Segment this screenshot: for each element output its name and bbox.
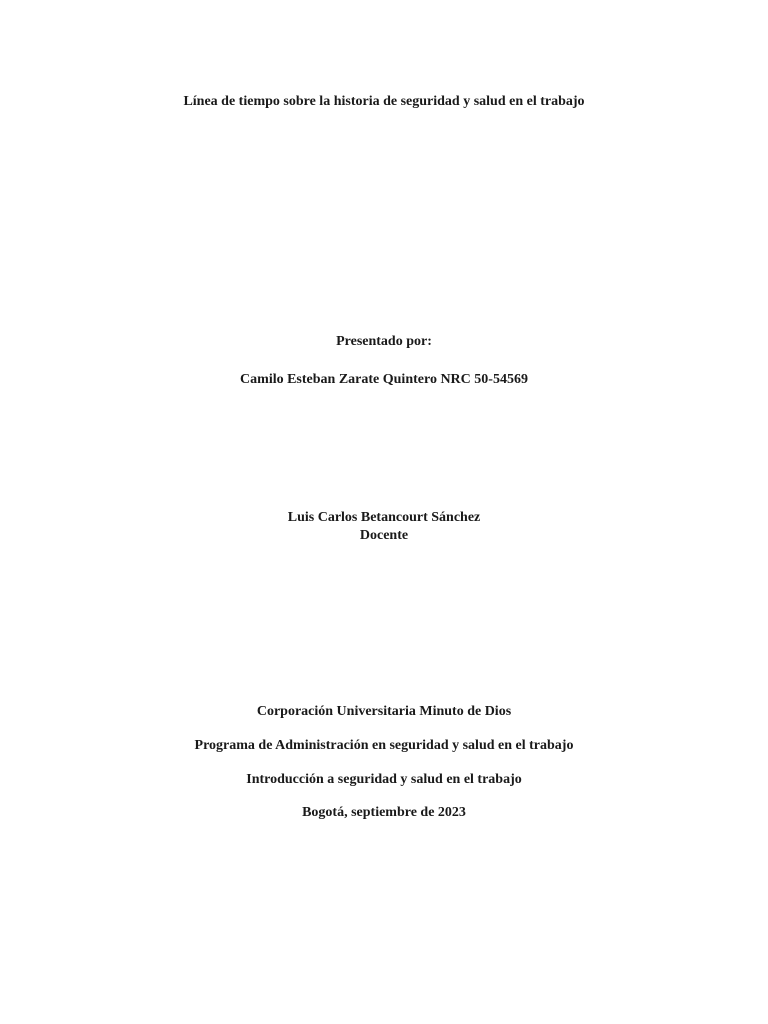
- presented-by-label: Presentado por:: [336, 334, 432, 349]
- program-name: Programa de Administración en seguridad y salud en el trabajo: [194, 738, 574, 753]
- course-name: Introducción a seguridad y salud en el trabajo: [246, 772, 522, 787]
- institution-name: Corporación Universitaria Minuto de Dios: [256, 704, 512, 719]
- author-name: Camilo Esteban Zarate Quintero NRC 50-54569: [240, 372, 528, 387]
- document-title: Línea de tiempo sobre la historia de seguridad y salud en el trabajo: [183, 94, 585, 109]
- place-and-date: Bogotá, septiembre de 2023: [302, 805, 466, 820]
- teacher-role: Docente: [359, 528, 409, 543]
- teacher-name: Luis Carlos Betancourt Sánchez: [287, 510, 481, 525]
